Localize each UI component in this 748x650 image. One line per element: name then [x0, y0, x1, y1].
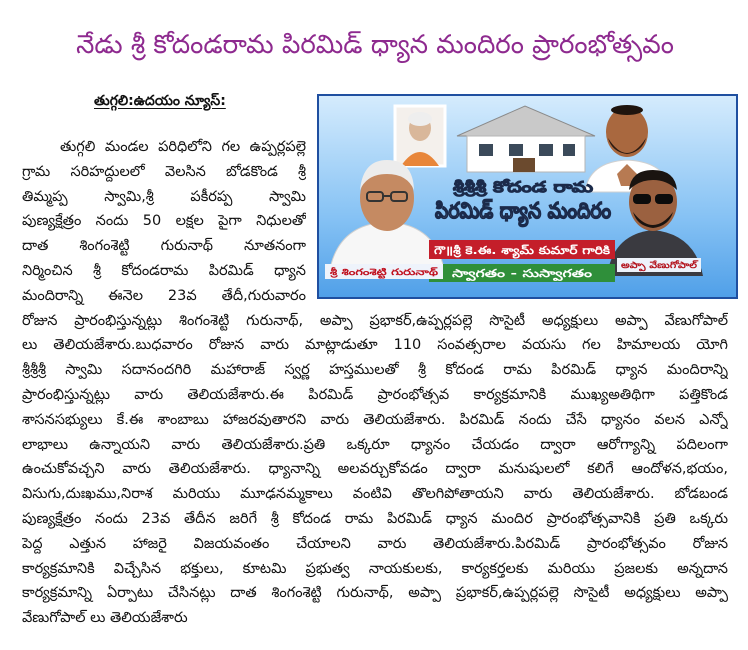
body-line: లు తెలియజేశారు.బుధవారం రోజున వారు మాట్లాడుతూ 110 సంవత్సరాల వయసు గల హిమాలయ యోగి: [22, 337, 728, 354]
body-line: ఉంచుకోవచ్చని వారు తెలియజేశారు. ధ్యానాన్ని అలవర్చుకోవడం ద్వారా మనుషులలో కలిగే ఆందోళన,భయం,: [22, 461, 728, 478]
body-line: తుగ్గలి మండల పరిధిలోని గల ఉప్పర్లపల్లె: [60, 139, 306, 155]
body-line: పుణ్యక్షేత్రం నందు 50 లక్షల పైగా నిధులతో: [22, 213, 306, 230]
body-line: శ్రీశ్రీశ్రీ స్వామి సదానందగిరి మహారాజ్ స్వర్ణ హస్తములతో శ్రీ కోదండ రామ పిరమిడ్ ధ్యాన మందిరాన్ని: [22, 362, 728, 379]
banner-graphic: [317, 94, 738, 299]
banner-right-caption: అప్పా వేణుగోపాల్: [621, 261, 684, 271]
banner-title-main: పిరమిడ్ ధ్యాన మందిరం: [435, 199, 642, 224]
banner-photo: [317, 94, 738, 299]
body-line: శాసనసభ్యులు కే.ఈ శాంబాబు హాజరవుతారని వారు తెలియజేశారు. పిరమిడ్ నందు చేసే ధ్యానం వలన ఎన్నో: [22, 411, 728, 428]
banner-left-caption: శ్రీ శింగంశెట్టి గురునాథ్: [330, 268, 405, 278]
headline: నేడు శ్రీ కోదండరామ పిరమిడ్ ధ్యాన మందిరం ప్రారంభోత్సవం: [76, 30, 674, 60]
body-line: లాభాలు ఉన్నాయని వారు తెలియజేశారు.ప్రతి ఒక్కరూ ధ్యానం చేయడం ద్వారా ఆరోగ్యాన్ని పదిలంగా: [22, 436, 728, 453]
body-line: పెద్ద ఎత్తున హాజరై విజయవంతం చేయాలని వారు తెలియజేశారు.పిరమిడ్ ప్రారంభోత్సవం రోజున: [22, 535, 728, 552]
article-body-left-column: [22, 135, 306, 309]
body-line: విసుగు,దుఃఖము,నిరాశ మరియు మూఢనమ్మకాలు వంటివి తొలగిపోతాయని వారు తెలియజేశారు. బోడబండ: [22, 486, 728, 503]
body-line: రోజున ప్రారంభిస్తున్నట్లు శింగంశెట్టి గురునాథ్, అప్పా ప్రభాకర్,ఉప్పర్లపల్లె సొసైటీ అధ్యక్షులు అప్పా వేణుగోపాల్: [22, 312, 728, 329]
body-line: మందిరాన్ని ఈనెల 23వ తేదీ,గురువారం: [22, 287, 306, 304]
body-line: దాత శింగంశెట్టి గురునాథ్ నూతనంగా: [22, 238, 306, 255]
byline: తుగ్గలి:ఉదయం న్యూస్:: [94, 93, 226, 109]
body-line: ప్రారంభిస్తున్నట్లు వారు తెలియజేశారు.ఈ పిరమిడ్ ప్రారంభోత్సవ కార్యక్రమానికి ముఖ్యఅతిథిగా పత్తికొండ: [22, 386, 728, 403]
body-line: నిర్మించిన శ్రీ కోదండరామ పిరమిడ్ ధ్యాన: [22, 262, 306, 279]
banner-guest: గౌ॥శ్రీ కె.ఈ. శ్యామ్ కుమార్ గారికి: [434, 244, 576, 257]
article-body-full-width: [22, 309, 728, 631]
body-line: గ్రామ సరిహద్దులలో వెలసిన బోడకొండ శ్రీ: [22, 163, 306, 180]
body-line: తిమ్మప్ప స్వామి,శ్రీ పకీరప్ప స్వామి: [22, 188, 306, 205]
body-line: పుణ్యక్షేత్రం నందు 23వ తేదీన జరిగే శ్రీ కోదండ రామ పిరమిడ్ ధ్యాన మందిర ప్రారంభోత్సవానికి ప్రతి ఒక్కరు: [22, 510, 728, 527]
body-line: వేణుగోపాల్ లు తెలియజేశారు: [22, 610, 188, 627]
banner-welcome: స్వాగతం - సుస్వాగతం: [452, 267, 550, 280]
banner-title-top: శ్రీశ్రీశ్రీ కోదండ రామ: [453, 178, 558, 196]
swami-portrait: [395, 106, 445, 166]
body-line: కార్యక్రమాన్ని ఏర్పాటు చేసినట్లు దాత శింగంశెట్టి గురునాథ్, అప్పా ప్రభాకర్,ఉప్పర్లపల్లె సొసైటీ అధ్యక్షులు అప్పా: [22, 585, 728, 602]
body-line: కార్యక్రమానికి విచ్చేసిన భక్తులు, కూటమి ప్రభుత్వ నాయకులకు, కార్యకర్తలకు మరియు ప్రజలకు అన్నదాన: [22, 560, 728, 577]
